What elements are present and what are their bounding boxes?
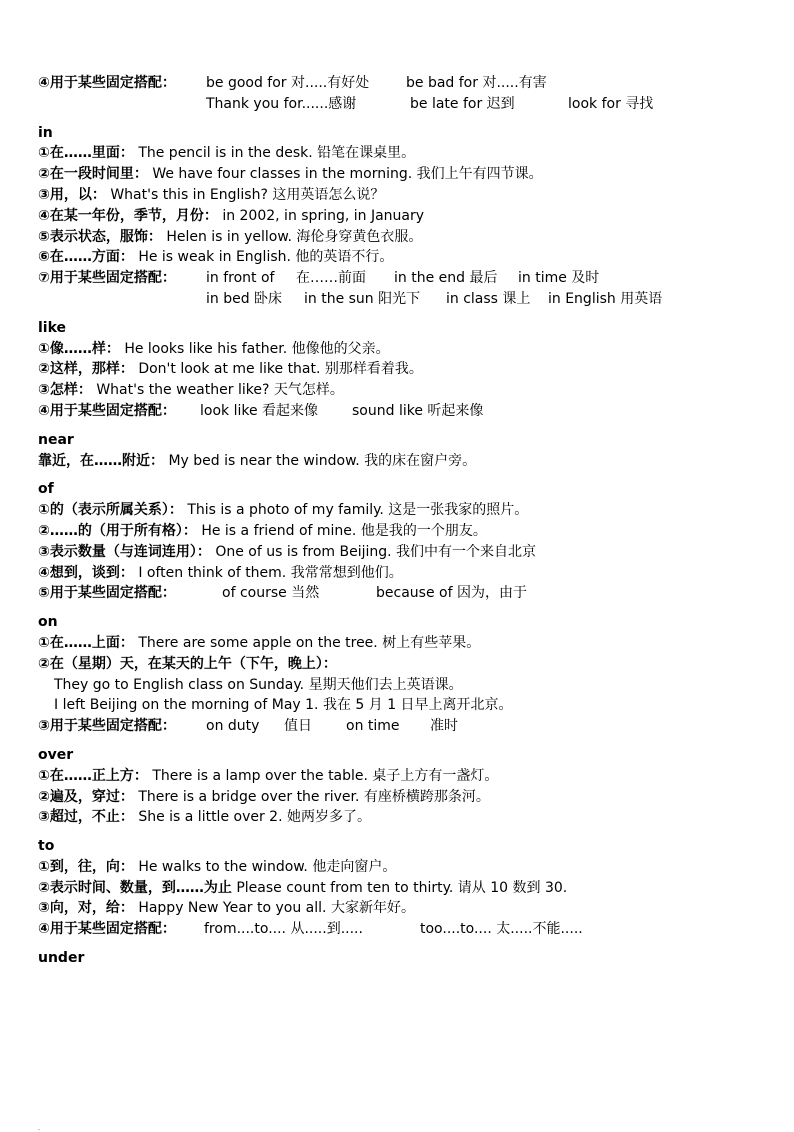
usage-line: ①的（表示所属关系）： This is a photo of my family. 这是一张我家的照片。	[38, 502, 529, 519]
footer-dot: .	[38, 1125, 40, 1132]
document-page	[38, 73, 758, 1132]
usage-line: ②遍及，穿过： There is a bridge over the river. 有座桥横跨那条河。	[38, 788, 490, 805]
usage-line: ③表示数量（与连词连用）： One of us is from Beijing. 我们中有一个来自北京	[38, 543, 537, 560]
usage-line: ⑥在……方面： He is weak in English. 他的英语不行。	[38, 249, 394, 266]
usage-line: ②表示时间、数量，到……为止 Please count from ten to thirty. 请从 10 数到 30.	[38, 879, 568, 896]
usage-line: ⑤表示状态，服饰： Helen is in yellow. 海伦身穿黄色衣服。	[38, 228, 423, 245]
usage-line: ③超过，不止： She is a little over 2. 她两岁多了。	[38, 809, 371, 826]
heading-to: to	[38, 838, 55, 855]
heading-near: near	[38, 431, 74, 448]
line-fixed-phrases-about-2	[38, 94, 758, 115]
usage-line: ③怎样： What's the weather like? 天气怎样。	[38, 382, 344, 399]
usage-line: ④在某一年份，季节，月份： in 2002, in spring, in January	[38, 207, 425, 224]
usage-line: ①像……样： He looks like his father. 他像他的父亲。	[38, 340, 390, 357]
usage-line: ③用，以： What's this in English? 这用英语怎么说？	[38, 186, 385, 203]
usage-line: ④想到，谈到： I often think of them. 我常常想到他们。	[38, 564, 403, 581]
usage-line: ①到，往，向： He walks to the window. 他走向窗户。	[38, 858, 397, 875]
phrase: look for 寻找	[568, 95, 654, 112]
usage-line: ①在……正上方： There is a lamp over the table. 桌子上方有一盏灯。	[38, 767, 499, 784]
heading-on: on	[38, 614, 58, 631]
usage-line: ③向，对，给： Happy New Year to you all. 大家新年好。	[38, 900, 415, 917]
phrase: be bad for 对.....有害	[406, 75, 547, 91]
usage-line: ①在……上面： There are some apple on the tree. 树上有些苹果。	[38, 634, 481, 651]
usage-example: They go to English class on Sunday. 星期天他们去上英语课。	[54, 676, 463, 693]
label: ④用于某些固定搭配：	[38, 75, 176, 91]
heading-like: like	[38, 319, 67, 336]
usage-line: ②在一段时间里： We have four classes in the morning. 我们上午有四节课。	[38, 166, 543, 183]
heading-over: over	[38, 746, 74, 763]
line-fixed-phrases-about	[38, 73, 758, 94]
usage-line: ②在（星期）天，在某天的上午（下午，晚上）：	[38, 655, 337, 672]
usage-line: 靠近，在……附近： My bed is near the window. 我的床在窗户旁。	[38, 452, 477, 469]
heading-in: in	[38, 124, 53, 141]
usage-line-fixed: ⑤用于某些固定搭配： of course 当然 because of 因为，由于	[38, 585, 527, 602]
usage-line-fixed-2: in bed 卧床 in the sun 阳光下 in class 课上 in English 用英语	[206, 290, 663, 307]
usage-line-fixed: ④用于某些固定搭配： look like 看起来像 sound like 听起来像	[38, 402, 484, 419]
usage-example: I left Beijing on the morning of May 1. 我在 5 月 1 日早上离开北京。	[54, 697, 513, 714]
heading-under: under	[38, 950, 85, 967]
heading-of: of	[38, 481, 54, 498]
usage-line: ②……的（用于所有格）： He is a friend of mine. 他是我的一个朋友。	[38, 522, 487, 539]
phrase: be good for 对.....有好处	[206, 75, 370, 91]
phrase: Thank you for......感谢	[206, 95, 357, 112]
usage-line: ②这样，那样： Don't look at me like that. 别那样看着我。	[38, 361, 423, 378]
usage-line-fixed: ③用于某些固定搭配： on duty 值日 on time 准时	[38, 718, 458, 735]
usage-line: ①在……里面： The pencil is in the desk. 铅笔在课桌里。	[38, 145, 416, 162]
usage-line-fixed: ④用于某些固定搭配： from....to.... 从.....到..... too....to.... 太.....不能.....	[38, 921, 583, 938]
phrase: be late for 迟到	[410, 95, 515, 112]
usage-line-fixed: ⑦用于某些固定搭配： in front of 在……前面 in the end 最后 in time 及时	[38, 270, 600, 287]
